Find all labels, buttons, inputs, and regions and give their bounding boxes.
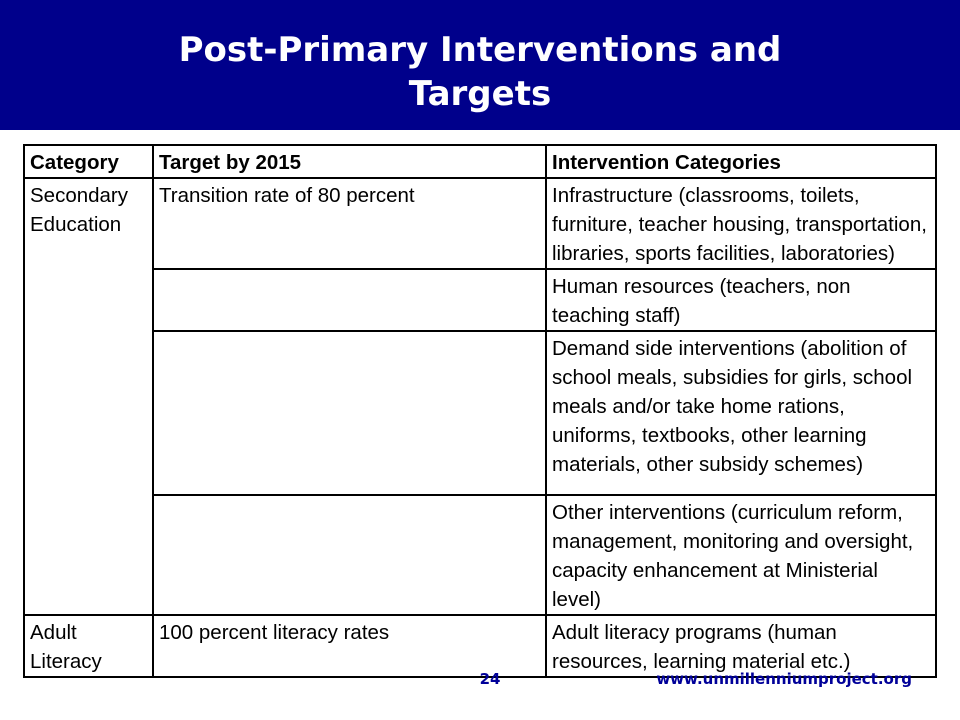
interventions-table — [23, 144, 937, 678]
category-cell-adult: Adult Literacy — [24, 615, 153, 677]
table-row — [24, 178, 936, 269]
slide-title-line1: Post-Primary Interventions and — [178, 30, 782, 70]
category-secondary-line1: Secondary — [30, 184, 129, 207]
header-interventions: Intervention Categories — [546, 145, 936, 178]
title-banner — [0, 0, 960, 130]
header-category: Category — [24, 145, 153, 178]
table-row — [24, 331, 936, 495]
intervention-cell: Demand side interventions (abolition of school meals, subsidies for girls, school meals and/or take home rations, uniforms, textbooks, other learning materials, other subsidy schemes) — [546, 331, 936, 495]
intervention-cell: Adult literacy programs (human resources, learning material etc.) — [546, 615, 936, 677]
target-cell-empty — [153, 331, 546, 495]
table-row — [24, 615, 936, 677]
slide-title — [0, 28, 960, 116]
target-cell-secondary: Transition rate of 80 percent — [153, 178, 546, 269]
category-cell-secondary — [24, 178, 153, 615]
intervention-cell: Human resources (teachers, non teaching staff) — [546, 269, 936, 331]
table-row — [24, 269, 936, 331]
table-row — [24, 495, 936, 615]
target-cell-empty — [153, 495, 546, 615]
slide-title-line2: Targets — [408, 74, 552, 114]
page-number: 24 — [479, 670, 501, 688]
intervention-cell: Infrastructure (classrooms, toilets, furniture, teacher housing, transportation, libraries, sports facilities, laboratories) — [546, 178, 936, 269]
footer-url: www.unmillenniumproject.org — [656, 670, 912, 688]
target-cell-adult: 100 percent literacy rates — [153, 615, 546, 677]
target-cell-empty — [153, 269, 546, 331]
category-secondary-line2: Education — [30, 213, 122, 236]
header-target: Target by 2015 — [153, 145, 546, 178]
table-header-row — [24, 145, 936, 178]
intervention-cell: Other interventions (curriculum reform, management, monitoring and oversight, capacity enhancement at Ministerial level) — [546, 495, 936, 615]
